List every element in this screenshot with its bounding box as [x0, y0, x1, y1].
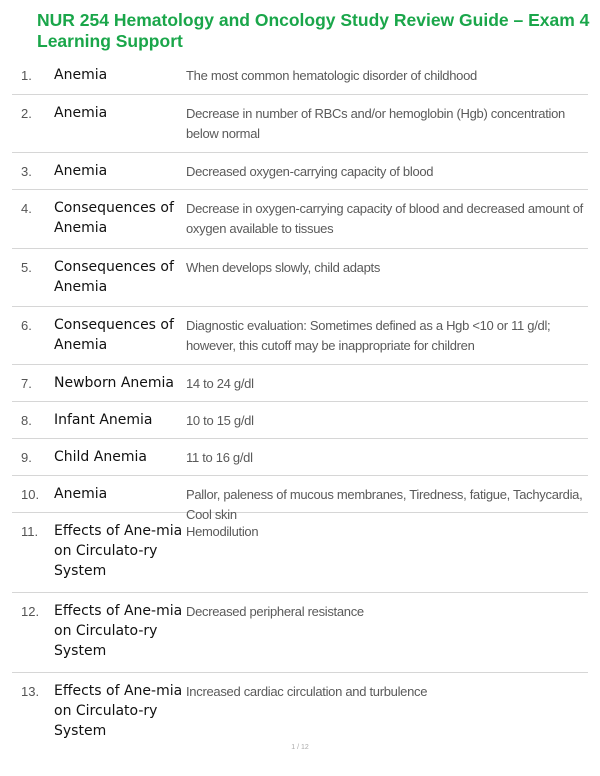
list-item [12, 57, 588, 95]
item-number: 6. [21, 318, 32, 333]
item-term: Anemia [54, 105, 108, 121]
item-definition: Decreased oxygen-carrying capacity of blood [186, 164, 434, 179]
item-number: 7. [21, 376, 32, 391]
list-item [12, 365, 588, 402]
item-number: 2. [21, 106, 32, 121]
list-item [12, 593, 588, 673]
item-number: 9. [21, 450, 32, 465]
item-number: 5. [21, 260, 32, 275]
item-term: Anemia [54, 67, 108, 83]
item-number: 13. [21, 684, 40, 699]
item-definition: Diagnostic evaluation: Sometimes defined as a Hgb <10 or 11 g/dl; however, this cutoff may be inappropriate for children [186, 318, 551, 353]
item-number: 4. [21, 201, 32, 216]
item-term: Anemia [54, 486, 108, 502]
item-term: Effects of Ane-mia on Circulato-ry System [54, 523, 183, 579]
list-item [12, 95, 588, 153]
item-term: Newborn Anemia [54, 375, 174, 391]
item-definition: 14 to 24 g/dl [186, 376, 254, 391]
item-definition: The most common hematologic disorder of childhood [186, 68, 477, 83]
item-term: Consequences of Anemia [54, 317, 174, 353]
list-item [12, 307, 588, 365]
item-term: Child Anemia [54, 449, 147, 465]
item-term: Infant Anemia [54, 412, 153, 428]
item-number: 11. [21, 524, 39, 539]
item-term: Effects of Ane-mia on Circulato-ry System [54, 603, 183, 659]
document-title: NUR 254 Hematology and Oncology Study Review Guide – Exam 4 Learning Support [37, 10, 590, 51]
item-definition: 11 to 16 g/dl [186, 450, 253, 465]
item-term: Consequences of Anemia [54, 200, 174, 236]
list-item [12, 249, 588, 307]
item-definition: When develops slowly, child adapts [186, 260, 381, 275]
page-indicator: 1 / 12 [291, 744, 309, 751]
item-number: 8. [21, 413, 32, 428]
item-definition: Decreased peripheral resistance [186, 604, 364, 619]
item-definition: Decrease in number of RBCs and/or hemoglobin (Hgb) concentration below normal [186, 106, 565, 141]
item-term: Effects of Ane-mia on Circulato-ry System [54, 683, 183, 739]
item-number: 1. [21, 68, 32, 83]
list-item [12, 513, 588, 593]
list-item [12, 153, 588, 190]
list-item [12, 402, 588, 439]
list-item [12, 476, 588, 522]
item-definition: 10 to 15 g/dl [186, 413, 254, 428]
list-item [12, 439, 588, 476]
item-term: Consequences of Anemia [54, 259, 174, 295]
list-item [12, 190, 588, 249]
list-item [12, 673, 588, 751]
item-definition: Decrease in oxygen-carrying capacity of blood and decreased amount of oxygen available to tissues [186, 201, 583, 236]
item-definition: Pallor, paleness of mucous membranes, Tiredness, fatigue, Tachycardia, Cool skin [186, 487, 583, 522]
item-definition: Increased cardiac circulation and turbulence [186, 684, 428, 699]
item-term: Anemia [54, 163, 108, 179]
flashcard-list [12, 57, 588, 751]
item-number: 10. [21, 487, 40, 502]
item-number: 12. [21, 604, 40, 619]
item-definition: Hemodilution [186, 524, 259, 539]
item-number: 3. [21, 164, 32, 179]
